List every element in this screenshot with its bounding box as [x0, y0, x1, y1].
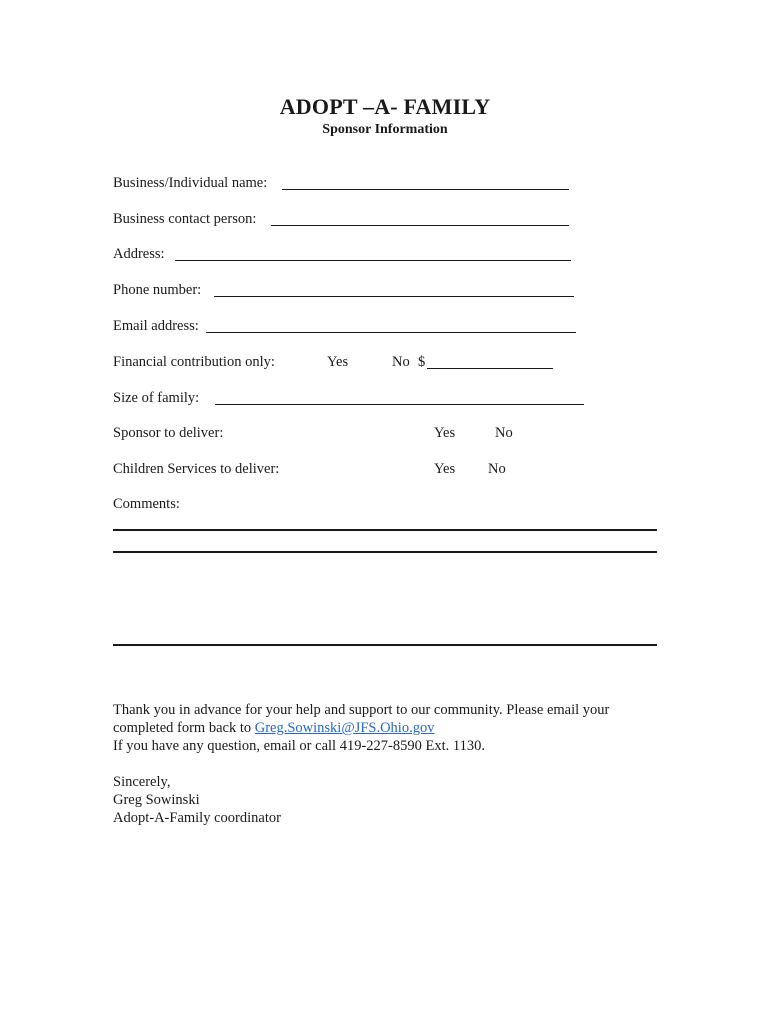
salutation: Sincerely, [113, 774, 171, 790]
family-size-field[interactable] [215, 390, 584, 405]
business-name-label: Business/Individual name: [113, 175, 268, 191]
comments-line-1[interactable] [113, 529, 657, 531]
phone-field[interactable] [214, 282, 574, 297]
signer-role: Adopt-A-Family coordinator [113, 810, 281, 826]
family-size-label: Size of family: [113, 390, 200, 406]
cs-deliver-no-option[interactable]: No [488, 461, 506, 477]
business-name-field[interactable] [282, 175, 569, 190]
comments-label: Comments: [113, 496, 180, 512]
email-field[interactable] [206, 318, 576, 333]
form-subtitle: Sponsor Information [322, 122, 448, 137]
cs-deliver-yes-option[interactable]: Yes [434, 461, 456, 477]
financial-label: Financial contribution only: [113, 354, 275, 370]
email-link[interactable]: Greg.Sowinski@JFS.Ohio.gov [254, 720, 435, 736]
signer-name: Greg Sowinski [113, 792, 200, 808]
contact-person-label: Business contact person: [113, 211, 257, 227]
sponsor-deliver-yes-option[interactable]: Yes [434, 425, 456, 441]
address-field[interactable] [175, 246, 571, 261]
dollar-sign: $ [418, 354, 426, 370]
return-instructions-text: completed form back to [113, 720, 255, 736]
cs-deliver-label: Children Services to deliver: [113, 461, 280, 477]
address-label: Address: [113, 246, 165, 262]
comments-line-2[interactable] [113, 551, 657, 553]
return-instructions [113, 719, 434, 737]
thank-you-line: Thank you in advance for your help and support to our community. Please email your [113, 702, 610, 718]
contact-line: If you have any question, email or call 419-227-8590 Ext. 1130. [113, 738, 485, 754]
sponsor-deliver-label: Sponsor to deliver: [113, 425, 224, 441]
form-title: ADOPT –A- FAMILY [279, 94, 491, 119]
financial-yes-option[interactable]: Yes [327, 354, 349, 370]
comments-line-3[interactable] [113, 644, 657, 646]
email-label: Email address: [113, 318, 199, 334]
sponsor-deliver-no-option[interactable]: No [495, 425, 513, 441]
financial-no-option[interactable]: No [392, 354, 410, 370]
contact-person-field[interactable] [271, 211, 569, 226]
financial-amount-field[interactable] [427, 354, 553, 369]
phone-label: Phone number: [113, 282, 202, 298]
